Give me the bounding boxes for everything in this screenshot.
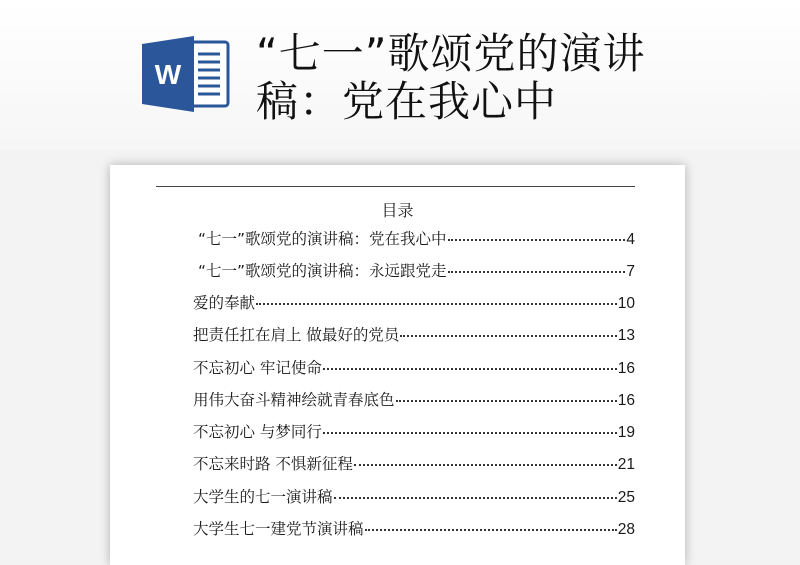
header-rule: [156, 186, 635, 187]
toc-entry[interactable]: [193, 485, 635, 507]
toc-entry-page: 21: [617, 456, 635, 473]
toc-leader-dots: [323, 432, 617, 434]
toc-entry-title: 把责任扛在肩上 做最好的党员: [193, 326, 400, 344]
toc-entry[interactable]: [193, 323, 635, 345]
toc-entry-title: 不忘初心 与梦同行: [193, 423, 322, 441]
toc-title: 目录: [381, 201, 414, 220]
toc-leader-dots: [323, 368, 617, 370]
toc-entry[interactable]: [193, 420, 635, 442]
toc-entry-page: 19: [617, 424, 635, 441]
toc-entry-title: 用伟大奋斗精神绘就青春底色: [193, 391, 395, 409]
header-banner: [0, 0, 800, 150]
toc-entry-title: 不忘初心 牢记使命: [193, 359, 322, 377]
toc-entry-page: 13: [617, 327, 635, 344]
toc-entry[interactable]: [193, 291, 635, 313]
toc-entry-title: “七一”歌颂党的演讲稿：党在我心中: [198, 230, 447, 248]
toc-entry-page: 16: [617, 392, 635, 409]
toc-leader-dots: [448, 271, 626, 273]
toc-leader-dots: [334, 497, 617, 499]
toc-entry-title: 大学生七一建党节演讲稿: [193, 520, 364, 538]
toc-entry[interactable]: [198, 227, 635, 249]
toc-entry-page: 10: [617, 295, 635, 312]
toc-entry[interactable]: [193, 517, 635, 539]
toc-entry-title: “七一”歌颂党的演讲稿：永远跟党走: [198, 262, 447, 280]
toc-entry[interactable]: [198, 259, 635, 281]
toc-leader-dots: [396, 400, 617, 402]
toc-entry-title: 大学生的七一演讲稿: [193, 488, 333, 506]
toc-entry-title: 爱的奉献: [193, 294, 256, 312]
document-page: [110, 165, 685, 565]
word-document-icon: [140, 34, 232, 114]
toc-entry-page: 7: [626, 263, 635, 280]
toc-entry[interactable]: [193, 388, 635, 410]
toc-entry-page: 16: [617, 360, 635, 377]
toc-entry-title: 不忘来时路 不惧新征程: [193, 455, 353, 473]
toc-leader-dots: [354, 464, 617, 466]
toc-entry[interactable]: [193, 356, 635, 378]
toc-entry-page: 28: [617, 521, 635, 538]
toc-leader-dots: [365, 529, 617, 531]
toc-leader-dots: [400, 335, 616, 337]
word-icon-letter: W: [154, 59, 182, 90]
toc-entry[interactable]: [193, 452, 635, 474]
toc-leader-dots: [256, 303, 617, 305]
toc-leader-dots: [448, 239, 626, 241]
page-title: “七一”歌颂党的演讲稿：党在我心中: [256, 29, 646, 126]
toc-entry-page: 25: [617, 489, 635, 506]
toc-entry-page: 4: [626, 231, 635, 248]
